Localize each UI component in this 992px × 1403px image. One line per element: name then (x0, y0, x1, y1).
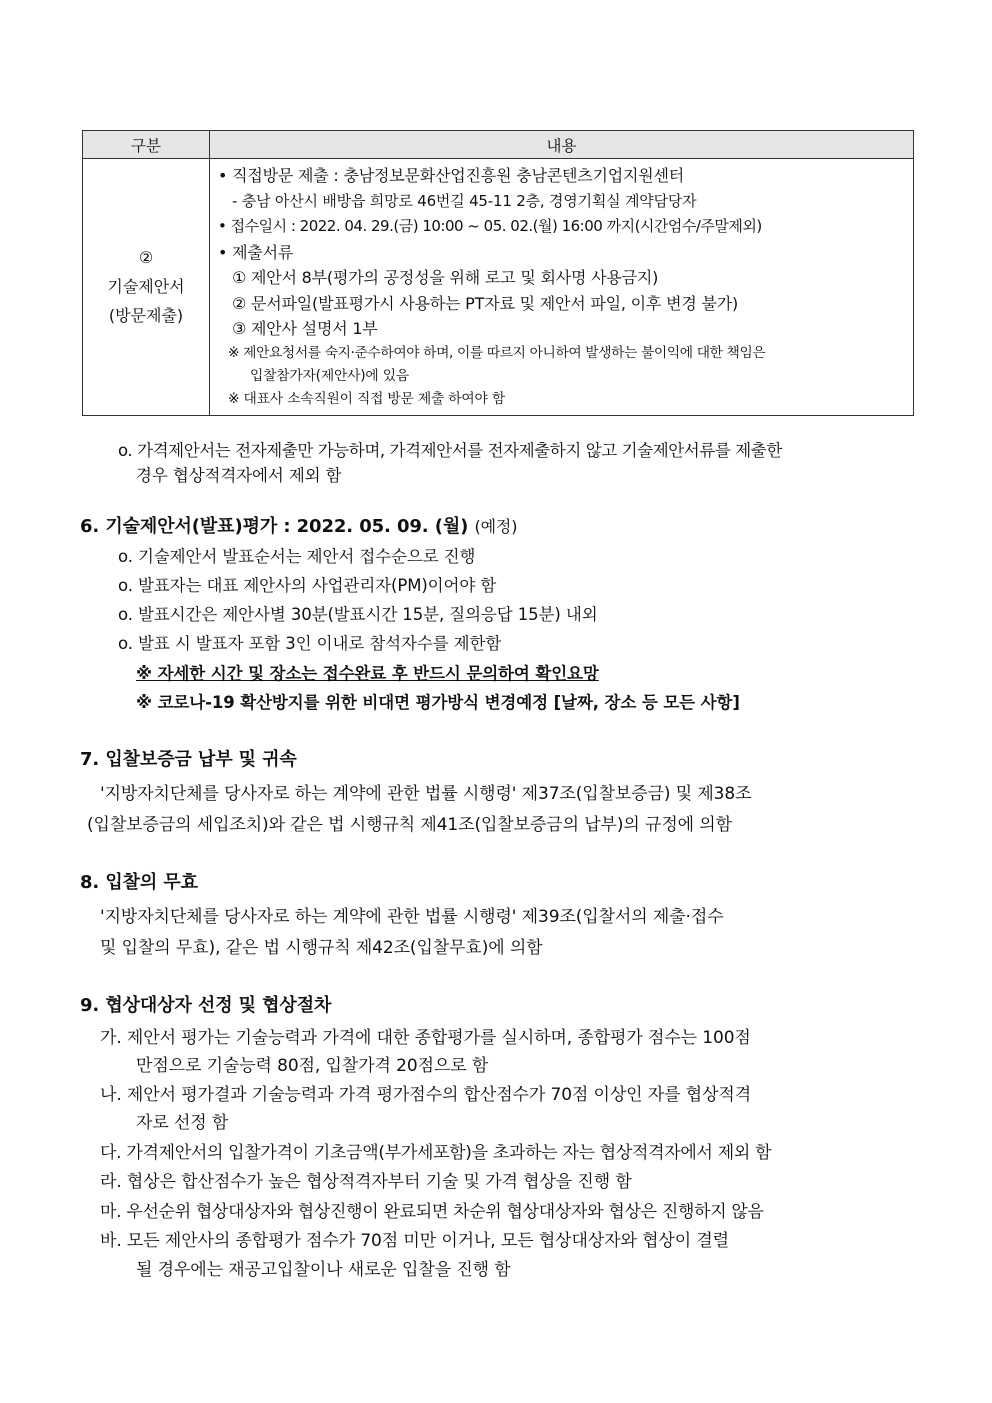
section8-line: 및 입찰의 무효), 같은 법 시행규칙 제42조(입찰무효)에 의함 (100, 938, 543, 958)
section9-line: 될 경우에는 재공고입찰이나 새로운 입찰을 진행 함 (136, 1260, 511, 1280)
content-line: ③ 제안사 설명서 1부 (232, 319, 378, 338)
section8-line: '지방자치단체를 당사자로 하는 계약에 관한 법률 시행령' 제39조(입찰서의 제출·접수 (100, 907, 724, 927)
section9-title: 9. 협상대상자 선정 및 협상절차 (80, 995, 332, 1016)
row-label-number: ② (138, 248, 154, 268)
header-content: 내용 (210, 131, 914, 159)
section9-line: 자로 선정 함 (136, 1113, 229, 1133)
submission-table (82, 130, 914, 416)
content-line: • 제출서류 (218, 242, 294, 262)
table-row (83, 159, 914, 416)
content-line: ※ 대표사 소속직원이 직접 방문 제출 하여야 함 (228, 390, 505, 407)
list-item: o. 발표 시 발표자 포함 3인 이내로 참석자수를 제한함 (118, 634, 502, 653)
section9-line: 라. 협상은 합산점수가 높은 협상적격자부터 기술 및 가격 협상을 진행 함 (100, 1172, 632, 1192)
section9-line: 만점으로 기술능력 80점, 입찰가격 20점으로 함 (136, 1056, 489, 1076)
table-header-row (83, 131, 914, 159)
list-item: o. 발표시간은 제안사별 30분(발표시간 15분, 질의응답 15분) 내외 (118, 605, 598, 624)
section9-line: 바. 모든 제안사의 종합평가 점수가 70점 미만 이거나, 모든 협상대상자와 협상이 결렬 (100, 1231, 730, 1251)
section8-title: 8. 입찰의 무효 (80, 872, 198, 893)
content-line: • 접수일시 : 2022. 04. 29.(금) 10:00 ~ 05. 02.(월) 16:00 까지(시간엄수/주말제외) (218, 217, 762, 235)
notice-line: ※ 자세한 시간 및 장소는 접수완료 후 반드시 문의하여 확인요망 (136, 664, 599, 683)
section6-title-suffix: (예정) (474, 517, 518, 536)
list-item: o. 발표자는 대표 제안사의 사업관리자(PM)이어야 함 (118, 576, 497, 595)
row-content-cell (210, 159, 914, 416)
header-category: 구분 (83, 131, 210, 159)
list-item: o. 기술제안서 발표순서는 제안서 접수순으로 진행 (118, 547, 476, 566)
section7-line: '지방자치단체를 당사자로 하는 계약에 관한 법률 시행령' 제37조(입찰보증금) 및 제38조 (100, 784, 752, 804)
price-note-line: o. 가격제안서는 전자제출만 가능하며, 가격제안서를 전자제출하지 않고 기술제안서류를 제출한 (118, 441, 782, 460)
section6-heading (80, 512, 517, 538)
row-label-subtitle: (방문제출) (108, 306, 184, 326)
section7-title: 7. 입찰보증금 납부 및 귀속 (80, 749, 297, 770)
section9-line: 다. 가격제안서의 입찰가격이 기초금액(부가세포함)을 초과하는 자는 협상적격자에서 제외 함 (100, 1143, 772, 1163)
price-note-line: 경우 협상적격자에서 제외 함 (136, 466, 342, 485)
row-label-cell (83, 159, 210, 416)
notice-line: ※ 코로나-19 확산방지를 위한 비대면 평가방식 변경예정 [날짜, 장소 등 모든 사항] (136, 693, 740, 712)
section6-title: 6. 기술제안서(발표)평가 : 2022. 05. 09. (월) (80, 516, 469, 537)
section9-line: 마. 우선순위 협상대상자와 협상진행이 완료되면 차순위 협상대상자와 협상은 진행하지 않음 (100, 1202, 764, 1222)
content-line: ※ 제안요청서를 숙지·준수하여야 하며, 이를 따르지 아니하여 발생하는 불이익에 대한 책임은 (228, 344, 766, 361)
content-line: - 충남 아산시 배방읍 희망로 46번길 45-11 2층, 경영기획실 계약담당자 (232, 191, 697, 210)
section9-line: 가. 제안서 평가는 기술능력과 가격에 대한 종합평가를 실시하며, 종합평가 점수는 100점 (100, 1028, 751, 1048)
section7-line: (입찰보증금의 세입조치)와 같은 법 시행규칙 제41조(입찰보증금의 납부)의 규정에 의함 (87, 815, 732, 835)
content-line: 입찰참가자(제안사)에 있음 (250, 367, 409, 384)
row-label-title: 기술제안서 (107, 277, 185, 297)
content-line: ② 문서파일(발표평가시 사용하는 PT자료 및 제안서 파일, 이후 변경 불가) (232, 293, 739, 313)
content-line: ① 제안서 8부(평가의 공정성을 위해 로고 및 회사명 사용금지) (232, 268, 659, 287)
section9-line: 나. 제안서 평가결과 기술능력과 가격 평가점수의 합산점수가 70점 이상인 자를 협상적격 (100, 1085, 752, 1105)
content-line: • 직접방문 제출 : 충남정보문화산업진흥원 충남콘텐츠기업지원센터 (218, 166, 685, 185)
